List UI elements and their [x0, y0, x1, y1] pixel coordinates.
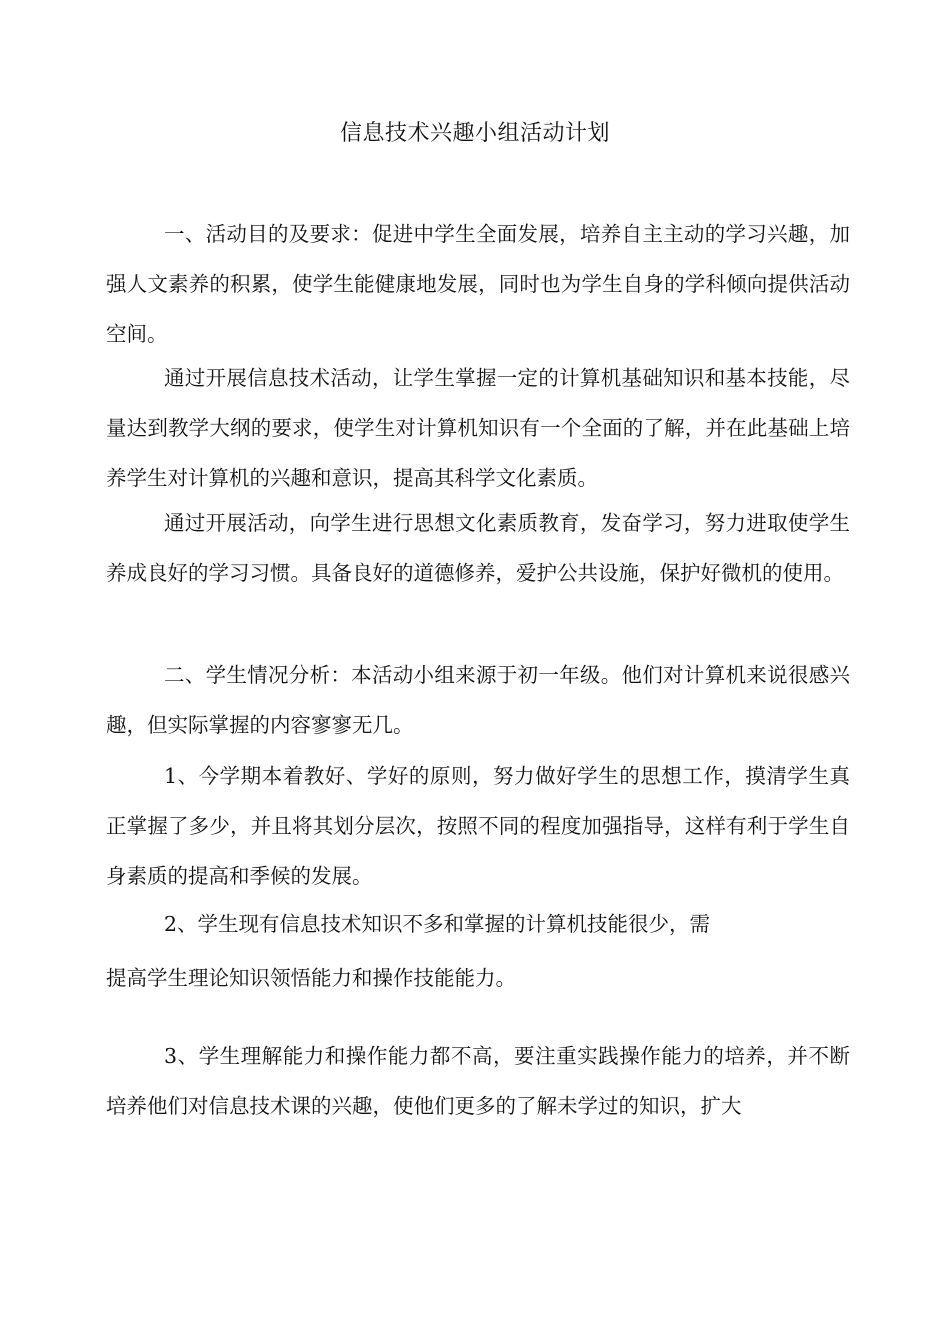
document-title: 信息技术兴趣小组活动计划: [339, 121, 610, 146]
paragraph-point-3: 3、学生理解能力和操作能力都不高，要注重实践操作能力的培养，并不断培养他们对信息技术课的兴趣，使他们更多的了解未学过的知识，扩大: [106, 1044, 850, 1118]
paragraph-quality-education: 通过开展活动，向学生进行思想文化素质教育，发奋学习，努力进取使学生养成良好的学习习惯。具备良好的道德修养，爱护公共设施，保护好微机的使用。: [106, 511, 850, 585]
paragraph-activity-goals: 一、活动目的及要求：促进中学生全面发展，培养自主主动的学习兴趣，加强人文素养的积累，使学生能健康地发展，同时也为学生自身的学科倾向提供活动空间。: [106, 222, 850, 346]
paragraph-point-1: 1、今学期本着教好、学好的原则，努力做好学生的思想工作，摸清学生真正掌握了多少，并且将其划分层次，按照不同的程度加强指导，这样有利于学生自身素质的提高和季候的发展。: [106, 764, 850, 888]
paragraph-it-activities: 通过开展信息技术活动，让学生掌握一定的计算机基础知识和基本技能，尽量达到教学大纲的要求，使学生对计算机知识有一个全面的了解，并在此基础上培养学生对计算机的兴趣和意识，提高其科学文化素质。: [106, 366, 850, 490]
paragraph-point-2-line-2: 提高学生理论知识领悟能力和操作技能能力。: [106, 966, 516, 990]
paragraph-point-2-line-1: 2、学生现有信息技术知识不多和掌握的计算机技能很少，需: [164, 912, 711, 936]
paragraph-student-analysis: 二、学生情况分析：本活动小组来源于初一年级。他们对计算机来说很感兴趣，但实际掌握的内容寥寥无几。: [106, 663, 850, 737]
